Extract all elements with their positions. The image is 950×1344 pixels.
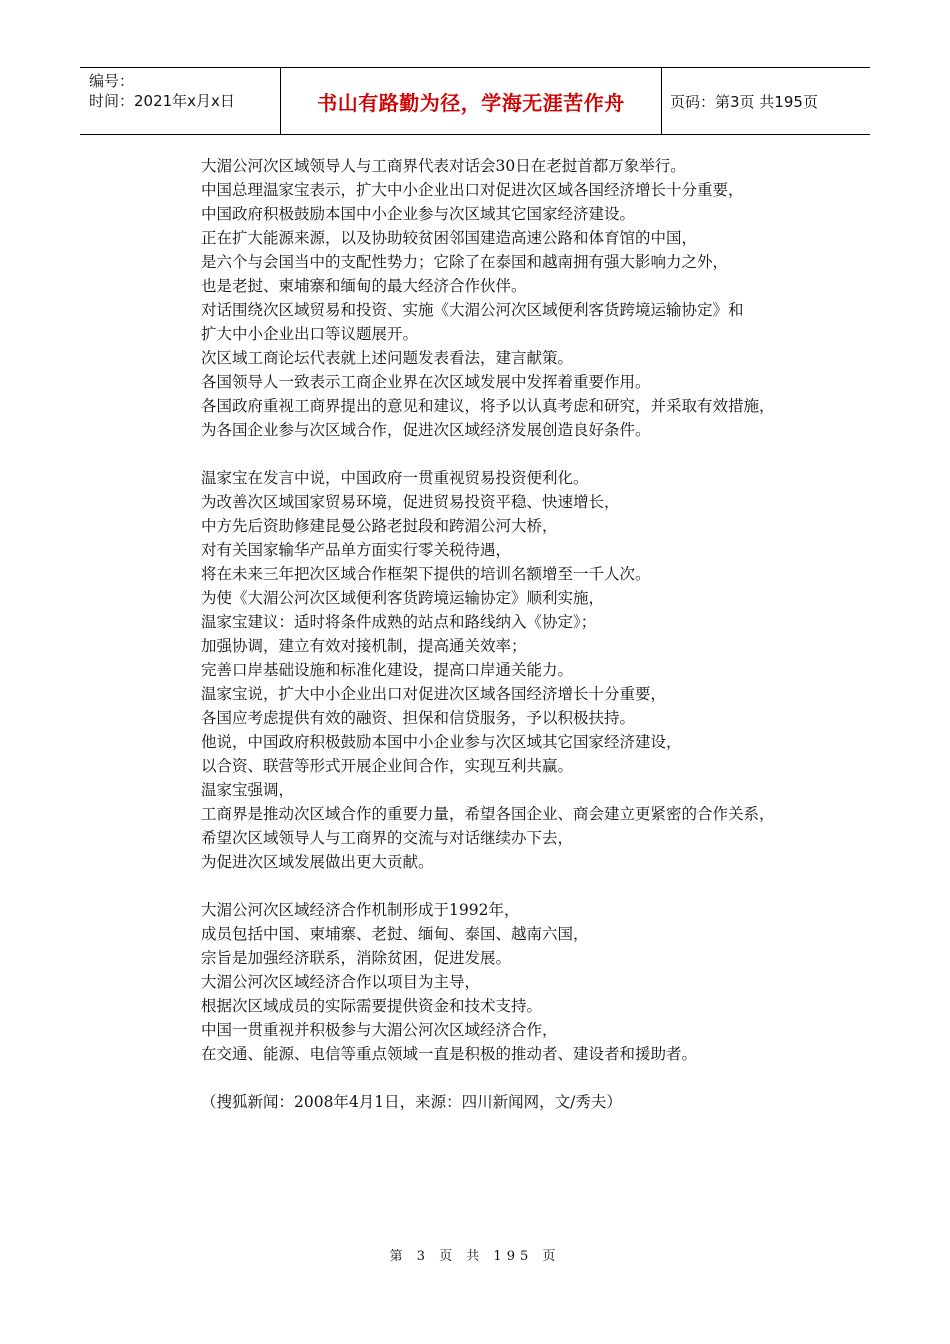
article-line: 根据次区域成员的实际需要提供资金和技术支持。 [201,997,543,1015]
article-line: 中国政府积极鼓励本国中小企业参与次区域其它国家经济建设。 [201,205,636,223]
page-header [80,67,870,135]
header-page-code: 页码：第3页 共195页 [670,92,818,111]
article-line: 温家宝在发言中说，中国政府一贯重视贸易投资便利化。 [201,469,589,487]
article-line: 正在扩大能源来源，以及协助较贫困邻国建造高速公路和体育馆的中国， [201,229,698,247]
article-line: 温家宝强调， [201,781,295,799]
article-line: 中国总理温家宝表示，扩大中小企业出口对促进次区域各国经济增长十分重要， [201,181,744,199]
article-line: 加强协调，建立有效对接机制，提高通关效率； [201,637,527,655]
article-line: 以合资、联营等形式开展企业间合作，实现互利共赢。 [201,757,574,775]
serial-label: 编号： [89,72,135,90]
article-paragraph [201,154,841,442]
header-page-cell [662,68,870,134]
article-paragraph [201,1090,841,1114]
article-paragraph [201,466,841,874]
article-line: 扩大中小企业出口等议题展开。 [201,325,419,343]
header-motto: 书山有路勤为径，学海无涯苦作舟 [317,90,625,115]
article-line: 也是老挝、柬埔寨和缅甸的最大经济合作伙伴。 [201,277,527,295]
article-line: 为促进次区域发展做出更大贡献。 [201,853,434,871]
article-line: 在交通、能源、电信等重点领域一直是积极的推动者、建设者和援助者。 [201,1045,698,1063]
article-line: 各国应考虑提供有效的融资、担保和信贷服务，予以积极扶持。 [201,709,636,727]
time-label: 时间：2021年x月x日 [89,92,235,110]
article-line: 大湄公河次区域领导人与工商界代表对话会30日在老挝首都万象举行。 [201,157,686,175]
article-line: 希望次区域领导人与工商界的交流与对话继续办下去， [201,829,574,847]
article-line: 中国一贯重视并积极参与大湄公河次区域经济合作， [201,1021,558,1039]
article-line: 为各国企业参与次区域合作，促进次区域经济发展创造良好条件。 [201,421,651,439]
article-line: 温家宝说，扩大中小企业出口对促进次区域各国经济增长十分重要， [201,685,667,703]
article-line: 各国政府重视工商界提出的意见和建议，将予以认真考虑和研究，并采取有效措施， [201,397,775,415]
article-line: 温家宝建议：适时将条件成熟的站点和路线纳入《协定》； [201,613,597,631]
header-motto-cell [281,68,662,134]
page-footer: 第 3 页 共 195 页 [389,1249,561,1264]
article-line: 大湄公河次区域经济合作机制形成于1992年， [201,901,520,919]
article-line: 对有关国家输华产品单方面实行零关税待遇， [201,541,512,559]
header-meta-cell [80,68,281,134]
article-line: 工商界是推动次区域合作的重要力量，希望各国企业、商会建立更紧密的合作关系， [201,805,775,823]
article-line: 完善口岸基础设施和标准化建设，提高口岸通关能力。 [201,661,574,679]
article-line: 为使《大湄公河次区域便利客货跨境运输协定》顺利实施， [201,589,605,607]
article-line: 为改善次区域国家贸易环境，促进贸易投资平稳、快速增长， [201,493,620,511]
article-line: 次区域工商论坛代表就上述问题发表看法，建言献策。 [201,349,574,367]
article-line: 将在未来三年把次区域合作框架下提供的培训名额增至一千人次。 [201,565,651,583]
article-line: 他说，中国政府积极鼓励本国中小企业参与次区域其它国家经济建设， [201,733,682,751]
article-line: 成员包括中国、柬埔寨、老挝、缅甸、泰国、越南六国， [201,925,589,943]
article-line: 各国领导人一致表示工商企业界在次区域发展中发挥着重要作用。 [201,373,651,391]
article-line: 中方先后资助修建昆曼公路老挝段和跨湄公河大桥， [201,517,558,535]
article-line: 对话围绕次区域贸易和投资、实施《大湄公河次区域便利客货跨境运输协定》和 [201,301,744,319]
article-line: 是六个与会国当中的支配性势力；它除了在泰国和越南拥有强大影响力之外， [201,253,729,271]
article-line: 大湄公河次区域经济合作以项目为主导， [201,973,481,991]
article-body [201,154,841,1138]
article-paragraph [201,898,841,1066]
article-line: （搜狐新闻：2008年4月1日，来源：四川新闻网，文/秀夫） [201,1093,622,1111]
article-line: 宗旨是加强经济联系，消除贫困，促进发展。 [201,949,512,967]
